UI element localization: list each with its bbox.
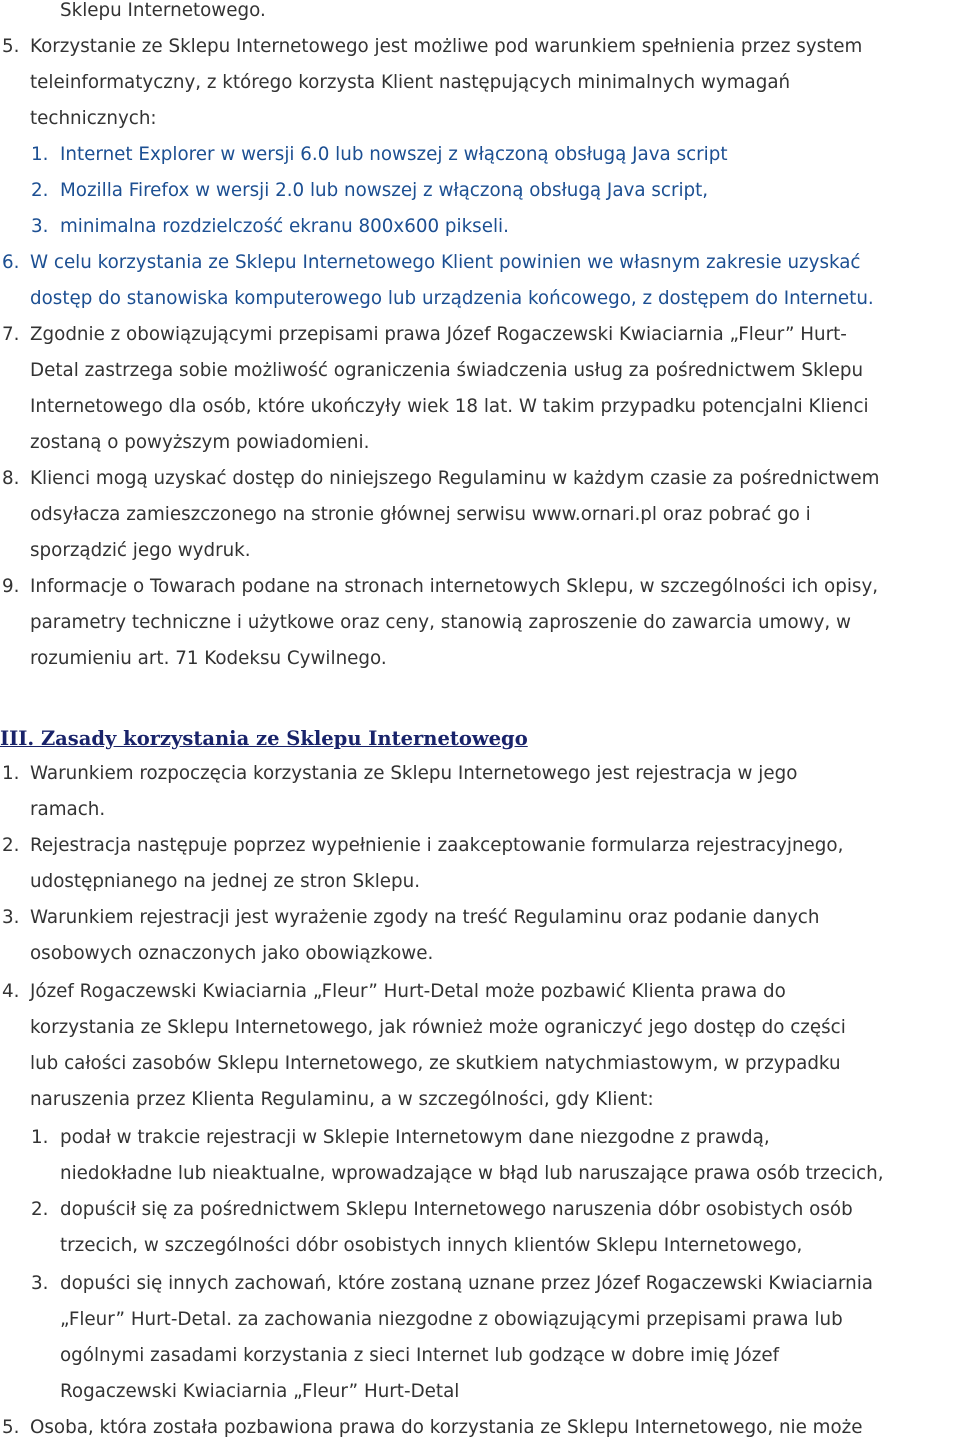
list-number: 7. [2,324,20,345]
text-line: udostępnianego na jednej ze stron Sklepu. [30,871,421,892]
text-line: dopuści się innych zachowań, które zostaną uznane przez Józef Rogaczewski Kwiaciarnia [60,1273,873,1294]
text-line: dostęp do stanowiska komputerowego lub urządzenia końcowego, z dostępem do Internetu. [30,288,874,309]
text-line: Rogaczewski Kwiaciarnia „Fleur” Hurt-Detal [60,1381,460,1402]
list-number: 2. [31,1199,49,1220]
text-line: sporządzić jego wydruk. [30,540,251,561]
text-line: Internet Explorer w wersji 6.0 lub nowszej z włączoną obsługą Java script [60,144,728,165]
text-line: technicznych: [30,108,157,129]
text-line: ramach. [30,799,106,820]
text-line: dopuścił się za pośrednictwem Sklepu Internetowego naruszenia dóbr osobistych osób [60,1199,853,1220]
text-line: Sklepu Internetowego. [60,0,266,21]
text-line: minimalna rozdzielczość ekranu 800x600 pikseli. [60,216,509,237]
text-line: Józef Rogaczewski Kwiaciarnia „Fleur” Hurt-Detal może pozbawić Klienta prawa do [30,981,786,1002]
list-number: 3. [2,907,20,928]
text-line: W celu korzystania ze Sklepu Internetowego Klient powinien we własnym zakresie uzyskać [30,252,861,273]
text-line: Warunkiem rozpoczęcia korzystania ze Sklepu Internetowego jest rejestracja w jego [30,763,798,784]
text-line: rozumieniu art. 71 Kodeksu Cywilnego. [30,648,387,669]
text-line: Osoba, która została pozbawiona prawa do korzystania ze Sklepu Internetowego, nie może [30,1417,863,1438]
text-line: Rejestracja następuje poprzez wypełnienie i zaakceptowanie formularza rejestracyjnego, [30,835,844,856]
text-line: ogólnymi zasadami korzystania z sieci Internet lub godzące w dobre imię Józef [60,1345,780,1366]
text-line: lub całości zasobów Sklepu Internetowego, ze skutkiem natychmiastowym, w przypadku [30,1053,841,1074]
list-number: 2. [2,835,20,856]
text-line: Zgodnie z obowiązującymi przepisami prawa Józef Rogaczewski Kwiaciarnia „Fleur” Hurt- [30,324,847,345]
text-line: Detal zastrzega sobie możliwość ograniczenia świadczenia usług za pośrednictwem Sklepu [30,360,864,381]
text-line: Informacje o Towarach podane na stronach internetowych Sklepu, w szczególności ich opisy, [30,576,879,597]
list-number: 6. [2,252,20,273]
list-number: 5. [2,36,20,57]
text-line: odsyłacza zamieszczonego na stronie głównej serwisu www.ornari.pl oraz pobrać go i [30,504,811,525]
text-line: teleinformatyczny, z którego korzysta Klient następujących minimalnych wymagań [30,72,791,93]
list-number: 8. [2,468,20,489]
section-heading: III. Zasady korzystania ze Sklepu Internetowego [0,727,528,750]
text-line: „Fleur” Hurt-Detal. za zachowania niezgodne z obowiązującymi przepisami prawa lub [60,1309,843,1330]
text-line: parametry techniczne i użytkowe oraz ceny, stanowią zaproszenie do zawarcia umowy, w [30,612,851,633]
text-line: Korzystanie ze Sklepu Internetowego jest możliwe pod warunkiem spełnienia przez system [30,36,863,57]
text-line: Mozilla Firefox w wersji 2.0 lub nowszej z włączoną obsługą Java script, [60,180,709,201]
list-number: 3. [31,216,49,237]
text-line: naruszenia przez Klienta Regulaminu, a w szczególności, gdy Klient: [30,1089,654,1110]
list-number: 4. [2,981,20,1002]
text-line: osobowych oznaczonych jako obowiązkowe. [30,943,434,964]
text-line: korzystania ze Sklepu Internetowego, jak również może ograniczyć jego dostęp do części [30,1017,846,1038]
list-number: 1. [2,763,20,784]
text-line: trzecich, w szczególności dóbr osobistych innych klientów Sklepu Internetowego, [60,1235,803,1256]
text-line: Klienci mogą uzyskać dostęp do niniejszego Regulaminu w każdym czasie za pośrednictwem [30,468,880,489]
list-number: 3. [31,1273,49,1294]
text-line: Warunkiem rejestracji jest wyrażenie zgody na treść Regulaminu oraz podanie danych [30,907,820,928]
text-line: zostaną o powyższym powiadomieni. [30,432,370,453]
list-number: 2. [31,180,49,201]
text-line: niedokładne lub nieaktualne, wprowadzające w błąd lub naruszające prawa osób trzecich, [60,1163,884,1184]
text-line: podał w trakcie rejestracji w Sklepie Internetowym dane niezgodne z prawdą, [60,1127,770,1148]
list-number: 9. [2,576,20,597]
text-line: Internetowego dla osób, które ukończyły wiek 18 lat. W takim przypadku potencjalni Klienci [30,396,869,417]
list-number: 5. [2,1417,20,1438]
list-number: 1. [31,1127,49,1148]
list-number: 1. [31,144,49,165]
